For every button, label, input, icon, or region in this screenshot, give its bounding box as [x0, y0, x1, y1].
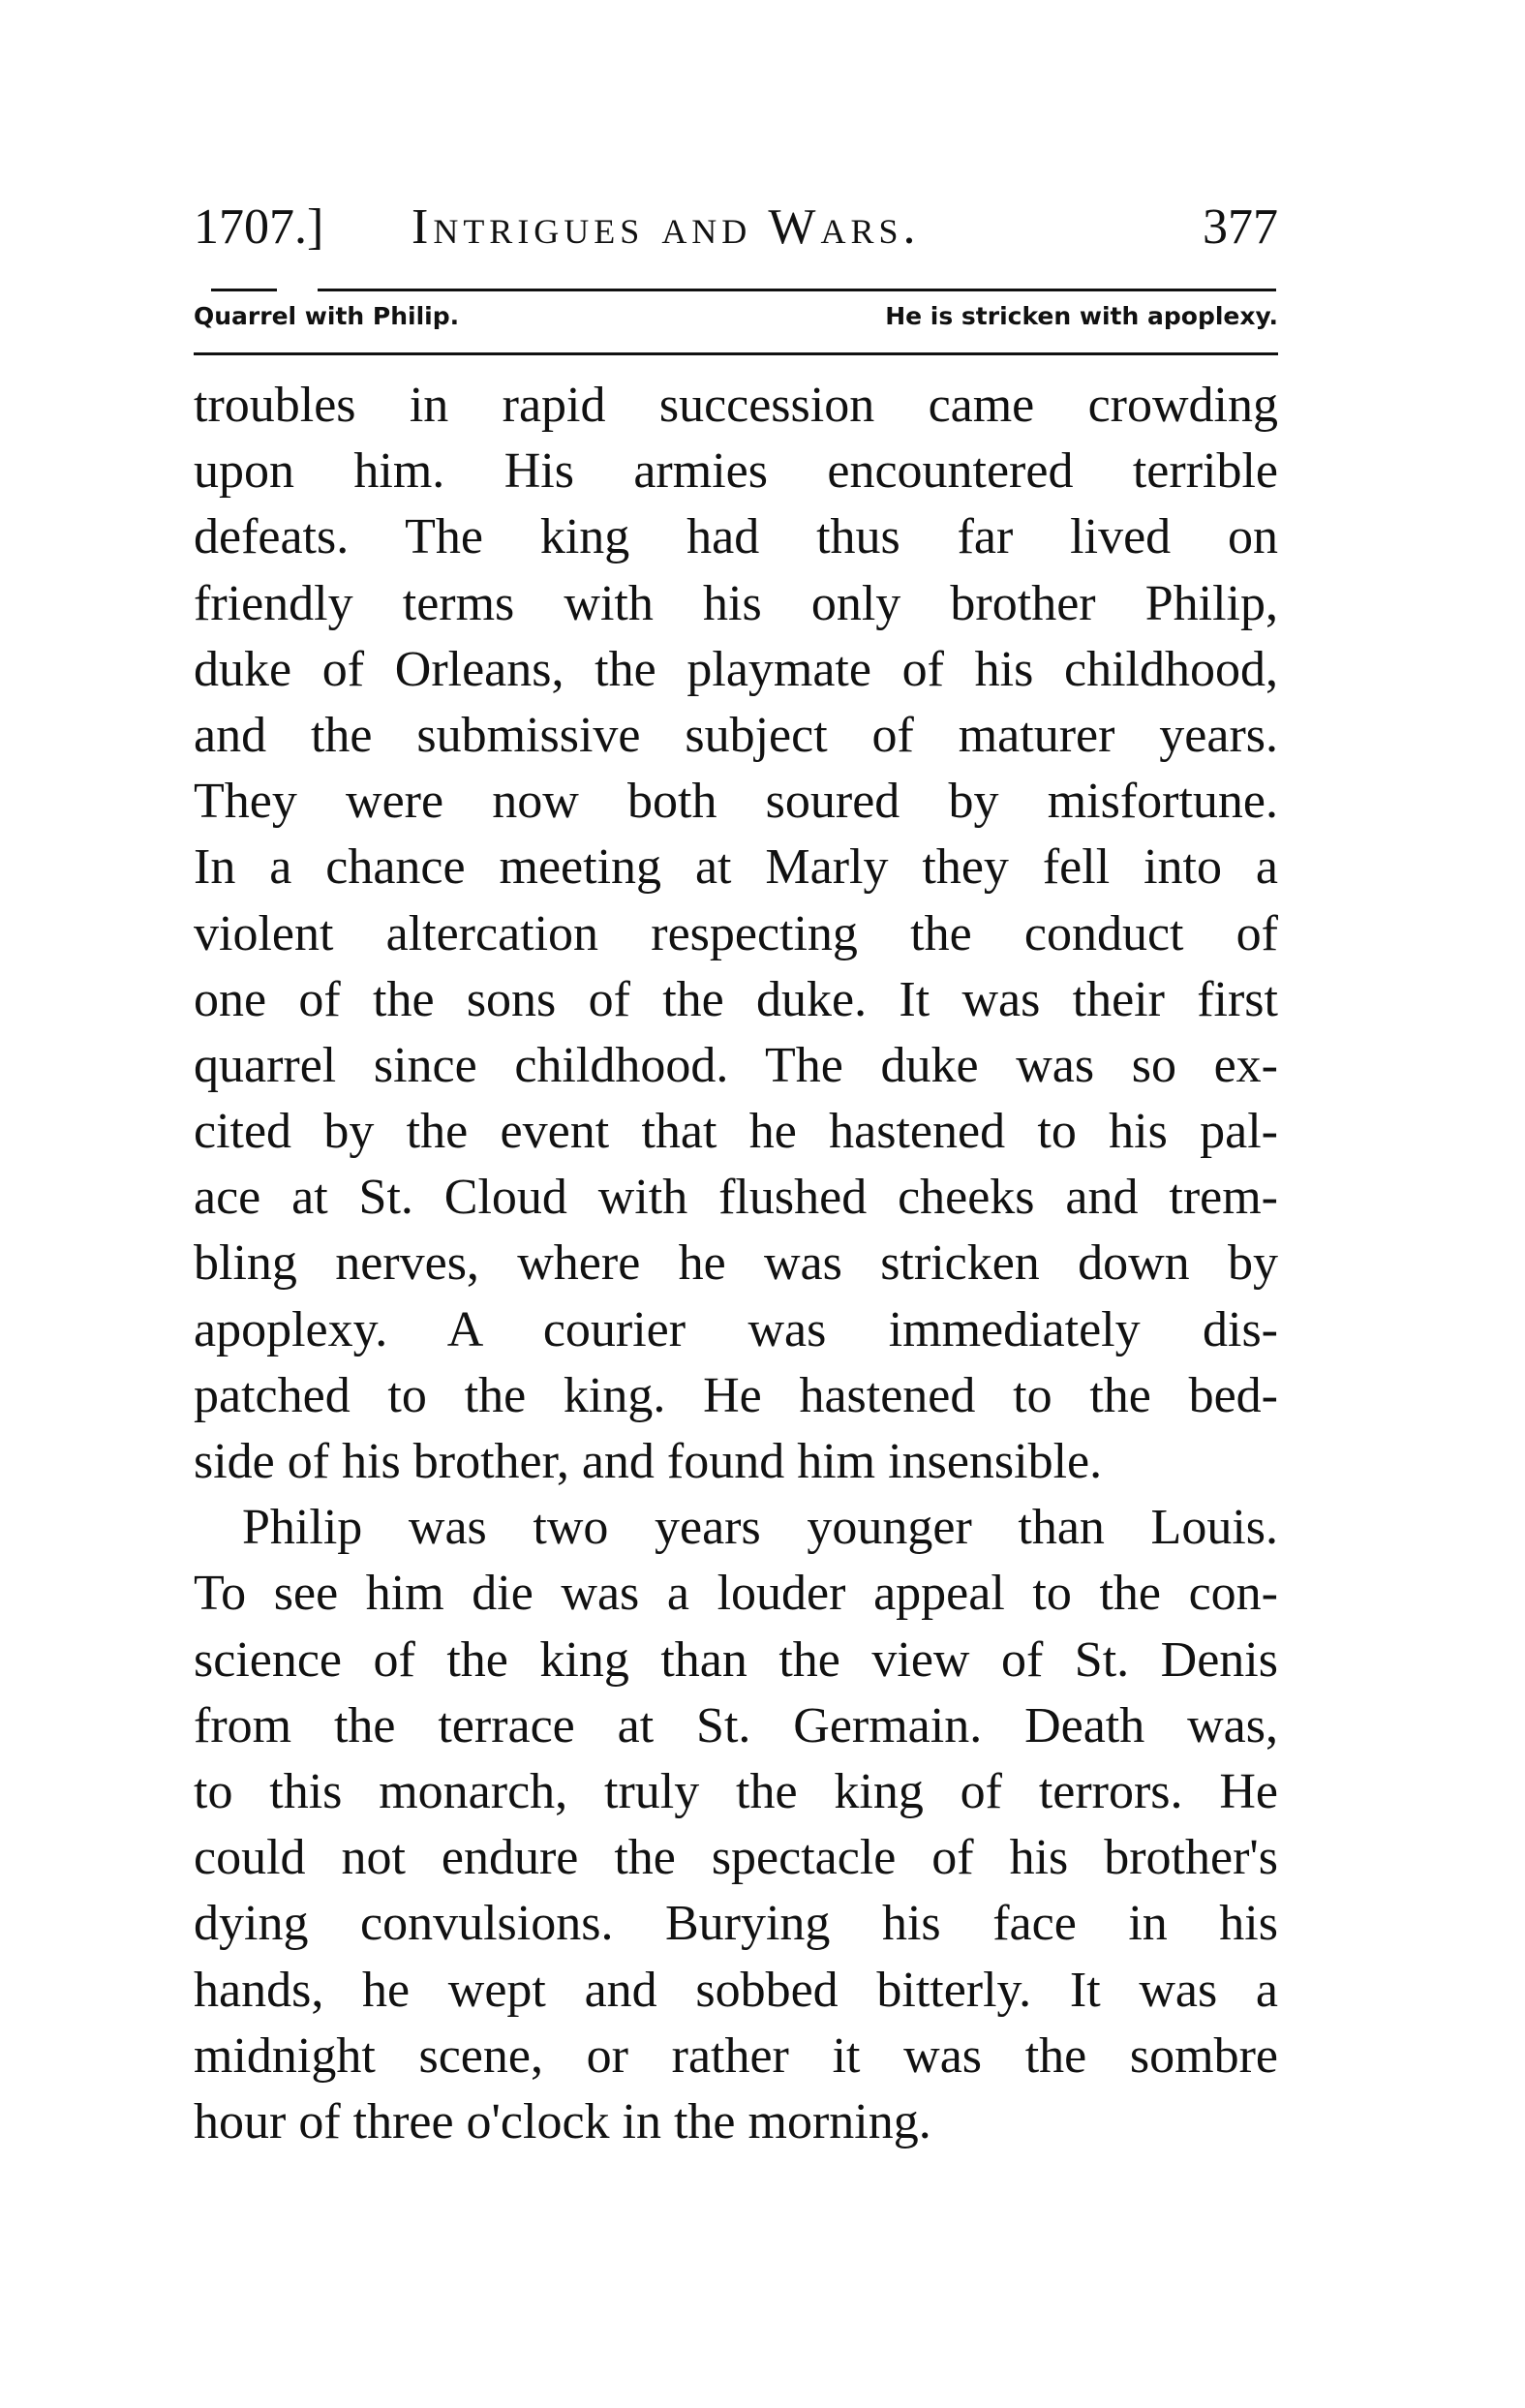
text-line: and the submissive subject of maturer years. [194, 707, 1278, 763]
text-line: science of the king than the view of St. Denis [194, 1631, 1278, 1688]
page-number: 377 [1203, 199, 1278, 255]
text-line: defeats. The king had thus far lived on [194, 509, 1278, 565]
text-line: hour of three o'clock in the morning. [194, 2093, 931, 2149]
text-line: hands, he wept and sobbed bitterly. It was a [194, 1962, 1278, 2018]
text-line: apoplexy. A courier was immediately dis- [194, 1301, 1278, 1357]
text-line: bling nerves, where he was stricken down by [194, 1235, 1278, 1292]
text-line: They were now both soured by misfortune. [194, 774, 1278, 830]
subheader-rule [194, 352, 1278, 355]
text-line: to this monarch, truly the king of terrors. He [194, 1763, 1278, 1819]
text-line: one of the sons of the duke. It was their first [194, 971, 1278, 1027]
running-header [194, 198, 1278, 266]
header-rule-left [211, 289, 277, 291]
text-line: from the terrace at St. Germain. Death was, [194, 1697, 1278, 1753]
header-rule-right [318, 289, 1276, 291]
text-line: patched to the king. He hastened to the bed- [194, 1367, 1278, 1423]
text-line: upon him. His armies encountered terrible [194, 443, 1278, 500]
text-line: midnight scene, or rather it was the sombre [194, 2027, 1278, 2084]
text-line: To see him die was a louder appeal to the con- [194, 1566, 1278, 1622]
text-line: friendly terms with his only brother Philip, [194, 575, 1278, 631]
text-line: troubles in rapid succession came crowding [194, 378, 1278, 433]
text-line: In a chance meeting at Marly they fell into a [194, 839, 1278, 896]
text-line: could not endure the spectacle of his brother's [194, 1830, 1278, 1886]
header-title: Intrigues and Wars. [412, 199, 921, 255]
text-line: violent altercation respecting the conduct of [194, 905, 1278, 961]
text-line: Philip was two years younger than Louis. [242, 1500, 1278, 1556]
header-year: 1707.] [194, 199, 324, 255]
text-line: dying convulsions. Burying his face in his [194, 1896, 1278, 1952]
text-line: duke of Orleans, the playmate of his childhood, [194, 641, 1278, 697]
body-text [194, 373, 1278, 2155]
text-line: side of his brother, and found him insensible. [194, 1434, 1103, 1489]
text-line: ace at St. Cloud with flushed cheeks and trem- [194, 1170, 1278, 1226]
side-note-right: He is stricken with apoplexy. [885, 302, 1278, 330]
text-line: quarrel since childhood. The duke was so ex- [194, 1037, 1278, 1093]
text-line: cited by the event that he hastened to his pal- [194, 1104, 1278, 1160]
side-note-left: Quarrel with Philip. [194, 302, 460, 330]
